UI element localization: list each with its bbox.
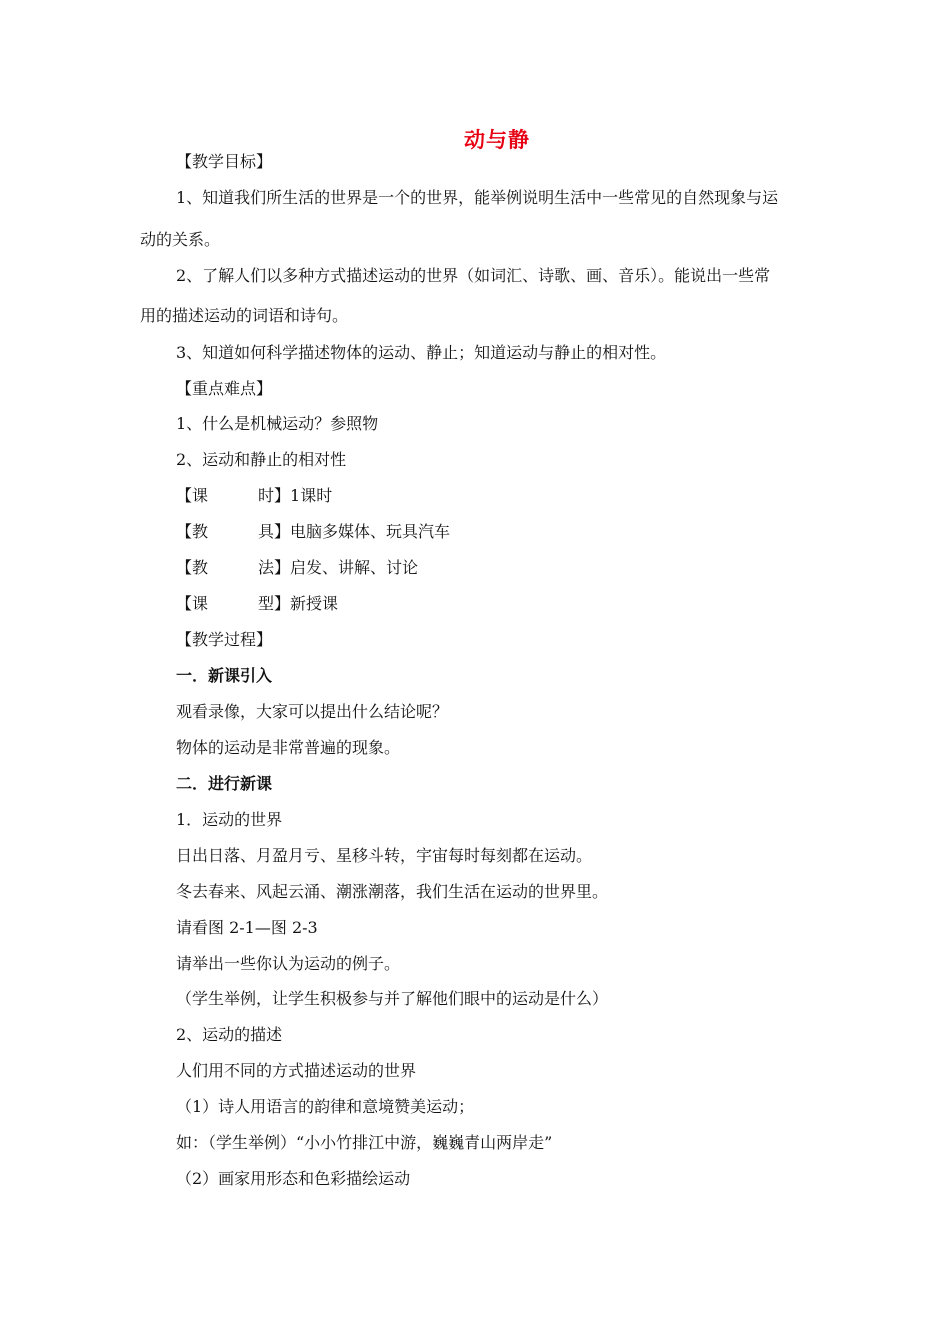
document-title: 动与静 (464, 128, 530, 152)
type-value: 新授课 (290, 594, 339, 613)
objective-2-line2: 用的描述运动的词语和诗句。 (140, 306, 349, 325)
method-label-b: 法】 (258, 558, 291, 577)
objectives-header: 【教学目标】 (176, 152, 273, 171)
process-header: 【教学过程】 (176, 630, 273, 649)
method-row (176, 557, 418, 579)
tools-label-a: 【教 (176, 522, 209, 541)
s2-sub2: 2、运动的描述 (176, 1025, 283, 1044)
s2-line6: 人们用不同的方式描述运动的世界 (176, 1061, 417, 1080)
method-value: 启发、讲解、讨论 (290, 558, 419, 577)
s2-line2: 冬去春来、风起云涌、潮涨潮落，我们生活在运动的世界里。 (176, 882, 609, 901)
period-value: 1课时 (290, 486, 333, 505)
key-point-1: 1、什么是机械运动？参照物 (176, 414, 379, 433)
s2-line8: 如：（学生举例）“小小竹排江中游，巍巍青山两岸走” (176, 1133, 553, 1152)
type-label-a: 【课 (176, 594, 209, 613)
objective-1-line1: 1、知道我们所生活的世界是一个的世界，能举例说明生活中一些常见的自然现象与运 (176, 188, 779, 207)
type-row (176, 593, 338, 615)
s2-sub1: 1．运动的世界 (176, 810, 283, 829)
period-row (176, 485, 332, 507)
tools-row (176, 521, 450, 543)
method-label-a: 【教 (176, 558, 209, 577)
tools-label-b: 具】 (258, 522, 291, 541)
s2-line7: （1）诗人用语言的韵律和意境赞美运动； (176, 1097, 475, 1116)
type-label-b: 型】 (258, 594, 291, 613)
objective-3: 3、知道如何科学描述物体的运动、静止；知道运动与静止的相对性。 (176, 343, 667, 362)
s1-line1: 观看录像，大家可以提出什么结论呢？ (176, 702, 449, 721)
s2-line4: 请举出一些你认为运动的例子。 (176, 954, 401, 973)
section-2-heading: 二．进行新课 (176, 774, 273, 793)
tools-value: 电脑多媒体、玩具汽车 (290, 522, 451, 541)
objective-1-line2: 动的关系。 (140, 230, 221, 249)
objective-2-line1: 2、了解人们以多种方式描述运动的世界（如词汇、诗歌、画、音乐）。能说出一些常 (176, 266, 771, 285)
s2-line9: （2）画家用形态和色彩描绘运动 (176, 1169, 411, 1188)
key-points-header: 【重点难点】 (176, 379, 273, 398)
period-label-b: 时】 (258, 486, 291, 505)
s2-line1: 日出日落、月盈月亏、星移斗转，宇宙每时每刻都在运动。 (176, 846, 593, 865)
period-label-a: 【课 (176, 486, 209, 505)
s2-line3: 请看图 2-1—图 2-3 (176, 918, 318, 937)
s2-line5: （学生举例，让学生积极参与并了解他们眼中的运动是什么） (176, 989, 609, 1008)
key-point-2: 2、运动和静止的相对性 (176, 450, 347, 469)
s1-line2: 物体的运动是非常普遍的现象。 (176, 738, 401, 757)
section-1-heading: 一．新课引入 (176, 666, 273, 685)
